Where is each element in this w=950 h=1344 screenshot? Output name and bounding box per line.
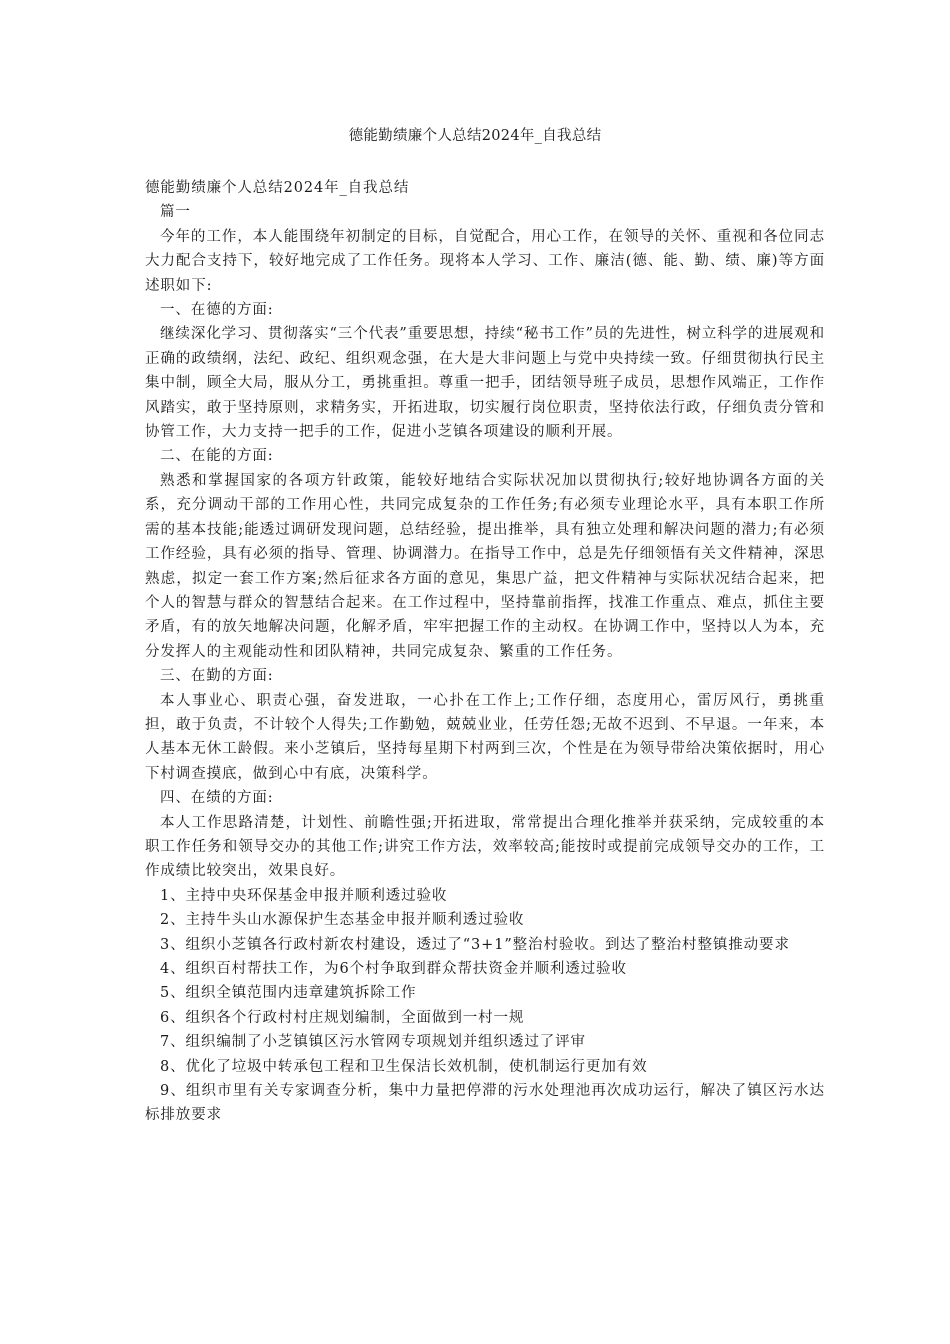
achievement-item: 5、组织全镇范围内违章建筑拆除工作 [160,985,417,1002]
achievement-item: 8、优化了垃圾中转承包工程和卫生保洁长效机制，使机制运行更加有效 [160,1058,648,1075]
part-label: 篇一 [160,204,191,221]
achievement-item: 9、组织市里有关专家调查分析，集中力量把停滞的污水处理池再次成功运行，解决了镇区污水达标排放要求 [145,1083,825,1124]
document-body [145,176,825,1128]
page-header-title: 德能勤绩廉个人总结2024年_自我总结 [348,128,602,144]
document-title: 德能勤绩廉个人总结2024年_自我总结 [145,180,410,196]
intro-paragraph: 今年的工作，本人能围绕年初制定的目标，自觉配合，用心工作，在领导的关怀、重视和各位同志大力配合支持下，较好地完成了工作任务。现将本人学习、工作、廉洁(德、能、勤、绩、廉)等方面述职如下: [145,228,825,294]
section-body-performance: 本人工作思路清楚，计划性、前瞻性强;开拓进取，常常提出合理化推举并获采纳，完成较重的本职工作任务和领导交办的其他工作;讲究工作方法，效率较高;能按时或提前完成领导交办的工作，工作成绩比较突出，效果良好。 [145,814,825,880]
achievement-item: 7、组织编制了小芝镇镇区污水管网专项规划并组织透过了评审 [160,1034,586,1051]
section-body-ability: 熟悉和掌握国家的各项方针政策，能较好地结合实际状况加以贯彻执行;较好地协调各方面的关系，充分调动干部的工作用心性，共同完成复杂的工作任务;有必须专业理论水平，具有本职工作所需的基本技能;能透过调研发现问题，总结经验，提出推举，具有独立处理和解决问题的潜力;有必须工作经验，具有必须的指导、管理、协调潜力。在指导工作中，总是先仔细领悟有关文件精神，深思熟虑，拟定一套工作方案;然后征求各方面的意见，集思广益，把文件精神与实际状况结合起来，把个人的智慧与群众的智慧结合起来。在工作过程中，坚持靠前指挥，找准工作重点、难点，抓住主要矛盾，有的放矢地解决问题，化解矛盾，牢牢把握工作的主动权。在协调工作中，坚持以人为本，充分发挥人的主观能动性和团队精神，共同完成复杂、繁重的工作任务。 [145,472,825,660]
section-heading-diligence: 三、在勤的方面: [160,668,274,685]
achievement-item: 6、组织各个行政村村庄规划编制，全面做到一村一规 [160,1009,525,1026]
section-heading-ability: 二、在能的方面: [160,448,274,465]
section-body-virtue: 继续深化学习、贯彻落实“三个代表”重要思想，持续“秘书工作”员的先进性，树立科学的进展观和正确的政绩纲，法纪、政纪、组织观念强，在大是大非问题上与党中央持续一致。仔细贯彻执行民主集中制，顾全大局，服从分工，勇挑重担。尊重一把手，团结领导班子成员，思想作风端正，工作作风踏实，敢于坚持原则，求精务实，开拓进取，切实履行岗位职责，坚持依法行政，仔细负责分管和协管工作，大力支持一把手的工作，促进小芝镇各项建设的顺利开展。 [145,326,825,441]
achievement-item: 1、主持中央环保基金申报并顺利透过验收 [160,887,448,904]
section-heading-virtue: 一、在德的方面: [160,302,274,319]
achievement-item: 2、主持牛头山水源保护生态基金申报并顺利透过验收 [160,912,525,929]
achievement-item: 4、组织百村帮扶工作，为6个村争取到群众帮扶资金并顺利透过验收 [160,961,627,977]
achievement-item: 3、组织小芝镇各行政村新农村建设，透过了“3+1”整治村验收。到达了整治村整镇推动要求 [160,936,790,953]
section-heading-performance: 四、在绩的方面: [160,790,274,807]
section-body-diligence: 本人事业心、职责心强，奋发进取，一心扑在工作上;工作仔细，态度用心，雷厉风行，勇挑重担，敢于负责，不计较个人得失;工作勤勉，兢兢业业，任劳任怨;无故不迟到、不早退。一年来，本人基本无休工龄假。来小芝镇后，坚持每星期下村两到三次，个性是在为领导带给决策依据时，用心下村调查摸底，做到心中有底，决策科学。 [145,692,825,782]
